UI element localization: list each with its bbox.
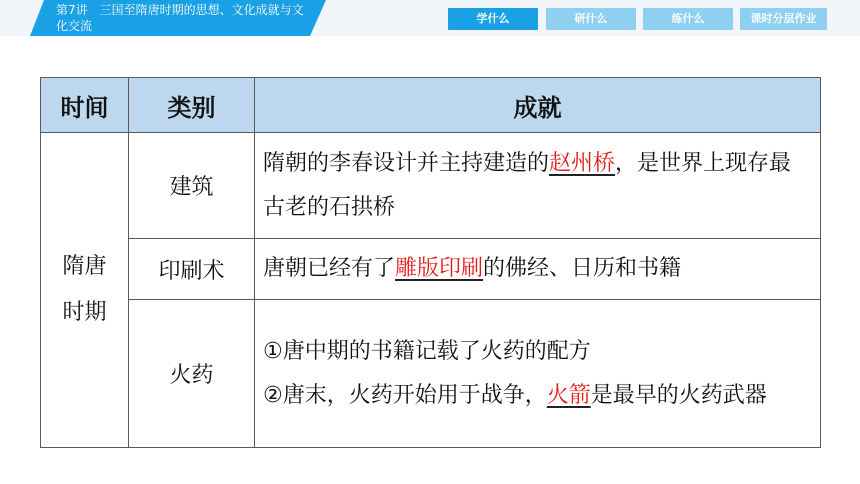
achievement-text: 唐朝已经有了 — [263, 256, 396, 281]
category-cell: 建筑 — [129, 133, 255, 239]
answer-blank: 火箭 — [546, 382, 591, 408]
achievement-cell — [255, 133, 821, 239]
header-achievement: 成就 — [255, 78, 821, 133]
category-cell: 火药 — [129, 300, 255, 448]
achievement-line — [263, 374, 808, 418]
lesson-title: 第7讲 三国至隋唐时期的思想、文化成就与文化交流 — [56, 3, 304, 33]
table-row — [41, 239, 821, 300]
answer-blank: 赵州桥 — [549, 150, 616, 176]
achievement-text: 的佛经、日历和书籍 — [483, 256, 682, 281]
achievement-cell — [255, 239, 821, 300]
nav-tab-practice[interactable]: 练什么 — [643, 8, 733, 30]
table-header-row — [41, 78, 821, 133]
period-label: 隋唐时期 — [62, 254, 107, 325]
achievement-text: 是最早的火药武器 — [590, 382, 767, 408]
achievements-table — [40, 77, 821, 448]
achievement-cell — [255, 300, 821, 448]
achievement-text: 隋朝的李春设计并主持建造的 — [263, 150, 550, 176]
period-cell — [41, 133, 129, 448]
category-cell: 印刷术 — [129, 239, 255, 300]
answer-blank: 雕版印刷 — [395, 256, 484, 281]
nav-tab-homework[interactable]: 课时分层作业 — [740, 8, 827, 30]
achievement-text: ，是世界上现存最古老的石拱桥 — [263, 150, 792, 220]
header-category: 类别 — [129, 78, 255, 133]
achievement-text: ②唐末，火药开始用于战争， — [263, 382, 547, 408]
achievement-line: ①唐中期的书籍记载了火药的配方 — [263, 338, 591, 364]
table-row — [41, 133, 821, 239]
header-time: 时间 — [41, 78, 129, 133]
top-bar — [0, 0, 860, 36]
nav-tab-learn[interactable]: 学什么 — [448, 8, 538, 30]
nav-tab-study[interactable]: 研什么 — [546, 8, 636, 30]
table-row — [41, 300, 821, 448]
